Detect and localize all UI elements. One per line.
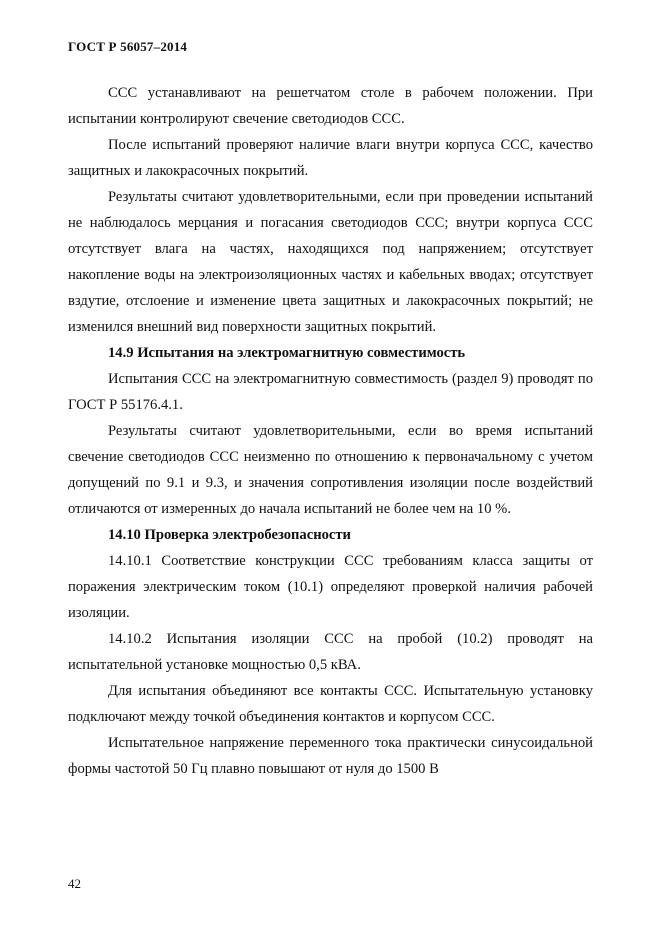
paragraph-9: Испытательное напряжение переменного тока практически синусоидальной формы частотой 50 Гц плавно повышают от нуля до 1500 В (68, 735, 593, 777)
paragraph-6: 14.10.1 Соответствие конструкции ССС требованиям класса защиты от поражения электрическим током (10.1) определяют проверкой наличия рабочей изоляции. (68, 553, 593, 621)
paragraph-3: Результаты считают удовлетворительными, если при проведении испытаний не наблюдалось мерцания и погасания светодиодов ССС; внутри корпуса ССС отсутствует влага на частях, находящихся под напряжением; отсутствует накопление воды на электроизоляционных частях и кабельных вводах; отсутствует вздутие, отслоение и изменение цвета защитных и лакокрасочных покрытий; не изменился внешний вид поверхности защитных покрытий. (68, 189, 593, 335)
document-body (68, 80, 593, 782)
paragraph-7: 14.10.2 Испытания изоляции ССС на пробой (10.2) проводят на испытательной установке мощностью 0,5 кВА. (68, 631, 593, 673)
paragraph-5: Результаты считают удовлетворительными, если во время испытаний свечение светодиодов ССС неизменно по отношению к первоначальному с учетом допущений по 9.1 и 9.3, и значения сопротивления изоляции после воздействий отличаются от измеренных до начала испытаний не более чем на 10 %. (68, 423, 593, 517)
section-heading-14-10: 14.10 Проверка электробезопасности (108, 527, 351, 543)
paragraph-4: Испытания ССС на электромагнитную совместимость (раздел 9) проводят по ГОСТ Р 55176.4.1. (68, 371, 593, 413)
paragraph-2: После испытаний проверяют наличие влаги внутри корпуса ССС, качество защитных и лакокрасочных покрытий. (68, 137, 593, 179)
page-number: 42 (68, 876, 81, 891)
paragraph-1: ССС устанавливают на решетчатом столе в рабочем положении. При испытании контролируют свечение светодиодов ССС. (68, 85, 593, 127)
document-header: ГОСТ Р 56057–2014 (68, 39, 188, 54)
paragraph-8: Для испытания объединяют все контакты ССС. Испытательную установку подключают между точкой объединения контактов и корпусом ССС. (68, 683, 593, 725)
section-heading-14-9: 14.9 Испытания на электромагнитную совместимость (108, 345, 466, 361)
